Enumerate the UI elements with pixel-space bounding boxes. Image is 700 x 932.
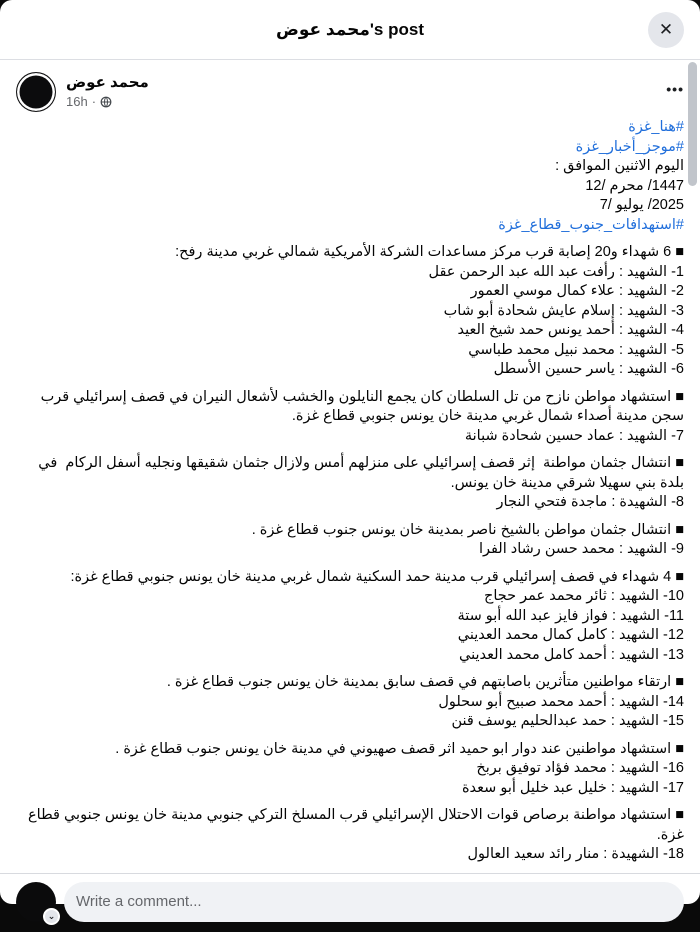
- post-text-line: 2025/ يوليو /7: [599, 197, 684, 213]
- post-header: [0, 60, 700, 116]
- post-text-line: 1447/ محرم /12: [585, 177, 684, 194]
- post-paragraph: [16, 740, 684, 799]
- more-options-icon: •••: [666, 81, 684, 97]
- post-text-line: ■ انتشال جثمان مواطنة إثر قصف إسرائيلي على منزلهم أمس ولازال جثمان شقيقها ونجليه أسفل الركام في بلدة بني سهيلا شرقي مدينة خان يونس.: [34, 455, 684, 491]
- post-text-line: 4- الشهيد : أحمد يونس حمد شيخ العيد: [457, 322, 684, 338]
- comment-input[interactable]: [64, 882, 684, 922]
- post-text-line: اليوم الاثنين الموافق :: [555, 158, 684, 174]
- post-text-line: 14- الشهيد : أحمد محمد صبيح أبو سحلول: [438, 693, 684, 710]
- comment-bar: [0, 873, 700, 932]
- comment-placeholder: Write a comment...: [76, 893, 202, 910]
- post-text-line: 13- الشهيد : أحمد كامل محمد العديني: [459, 646, 684, 663]
- post-timestamp[interactable]: 16h: [66, 94, 88, 109]
- post-text-line: 5- الشهيد : محمد نبيل محمد طباسي: [468, 341, 684, 358]
- post-text-line: 9- الشهيد : محمد حسن رشاد الفرا: [478, 541, 684, 557]
- scrollbar-thumb[interactable]: [688, 62, 697, 186]
- post-body: [0, 116, 700, 873]
- post-text-line: 7- الشهيد : عماد حسين شحادة شبانة: [464, 427, 684, 444]
- globe-icon: [100, 96, 112, 108]
- post-text-line: ■ 6 شهداء و20 إصابة قرب مركز مساعدات الشركة الأمريكية شمالي غربي مدينة رفح:: [175, 244, 684, 260]
- commenter-avatar[interactable]: [16, 882, 56, 922]
- post-text-line: 8- الشهيدة : ماجدة فتحي النجار: [496, 494, 684, 510]
- post-paragraph: [16, 118, 684, 235]
- close-button[interactable]: [648, 12, 684, 48]
- post-text-line: 3- الشهيد : إسلام عايش شحادة أبو شاب: [443, 302, 684, 319]
- post-paragraph: [16, 521, 684, 560]
- hashtag-link[interactable]: #هنا_غزة: [628, 119, 684, 135]
- post-text-line: ■ انتشال جثمان مواطن بالشيخ ناصر بمدينة خان يونس جنوب قطاع غزة .: [251, 521, 684, 538]
- post-text-line: ■ استشهاد مواطنين عند دوار ابو حميد اثر قصف صهيوني في مدينة خان يونس جنوب قطاع غزة .: [115, 740, 684, 757]
- author-name[interactable]: محمد عوض: [66, 74, 149, 91]
- hashtag-link[interactable]: #استهدافات_جنوب_قطاع_غزة: [498, 216, 684, 233]
- close-icon: ✕: [658, 20, 674, 39]
- post-text-line: ■ ارتقاء مواطنين متأثرين باصابتهم في قصف سابق بمدينة خان يونس جنوب قطاع غزة .: [166, 674, 684, 690]
- author-avatar[interactable]: [16, 72, 56, 112]
- post-text-line: 6- الشهيد : ياسر حسين الأسطل: [493, 361, 684, 377]
- post-text-line: 12- الشهيد : كامل كمال محمد العديني: [457, 627, 684, 643]
- author-block: [66, 72, 149, 109]
- post-text-line: ■ 4 شهداء في قصف إسرائيلي قرب مدينة حمد السكنية شمال غربي مدينة خان يونس جنوبي قطاع غزة:: [70, 568, 684, 585]
- post-text-line: 18- الشهيدة : منار رائد سعيد العالول: [467, 846, 684, 862]
- post-text-line: 17- الشهيد : خليل عبد خليل أبو سعدة: [461, 779, 684, 796]
- modal-header: [0, 0, 700, 60]
- more-options-button[interactable]: [666, 82, 684, 96]
- post-text-line: 1- الشهيد : رأفت عبد الله عبد الرحمن عقل: [428, 263, 684, 280]
- post-paragraph: [16, 243, 684, 380]
- meta-separator: ·: [91, 94, 97, 109]
- post-meta: [66, 94, 149, 109]
- chevron-down-icon: ⌄: [47, 910, 56, 921]
- post-text-line: 15- الشهيد : حمد عبدالحليم يوسف قنن: [451, 713, 684, 729]
- switch-identity-button[interactable]: [43, 908, 60, 925]
- post-paragraph: [16, 568, 684, 666]
- post-paragraph: [16, 806, 684, 865]
- hashtag-link[interactable]: #موجز_أخبار_غزة: [575, 138, 684, 155]
- post-text-line: 10- الشهيد : ثائر محمد عمر حجاج: [484, 588, 684, 604]
- post-text-line: ■ استشهاد مواطن نازح من تل السلطان كان يجمع النايلون والخشب لأشعال النيران في قصف إسرائيلي قرب سجن مدينة أصداء شمال غربي مدينة خان يونس جنوبي قطاع غزة.: [36, 388, 684, 424]
- post-paragraph: [16, 454, 684, 513]
- post-text-line: 16- الشهيد : محمد فؤاد توفيق بربخ: [476, 760, 684, 776]
- modal-title: محمد عوض's post: [276, 19, 424, 39]
- post-paragraph: [16, 673, 684, 732]
- post-text-line: ■ استشهاد مواطنة برصاص قوات الاحتلال الإسرائيلي قرب المسلخ التركي جنوبي مدينة خان يونس جنوبي قطاع غزة.: [24, 807, 684, 843]
- post-text-line: 11- الشهيد : فواز فايز عبد الله أبو ستة: [457, 607, 684, 624]
- post-text-line: 2- الشهيد : علاء كمال موسي العمور: [470, 283, 684, 299]
- post-paragraph: [16, 388, 684, 447]
